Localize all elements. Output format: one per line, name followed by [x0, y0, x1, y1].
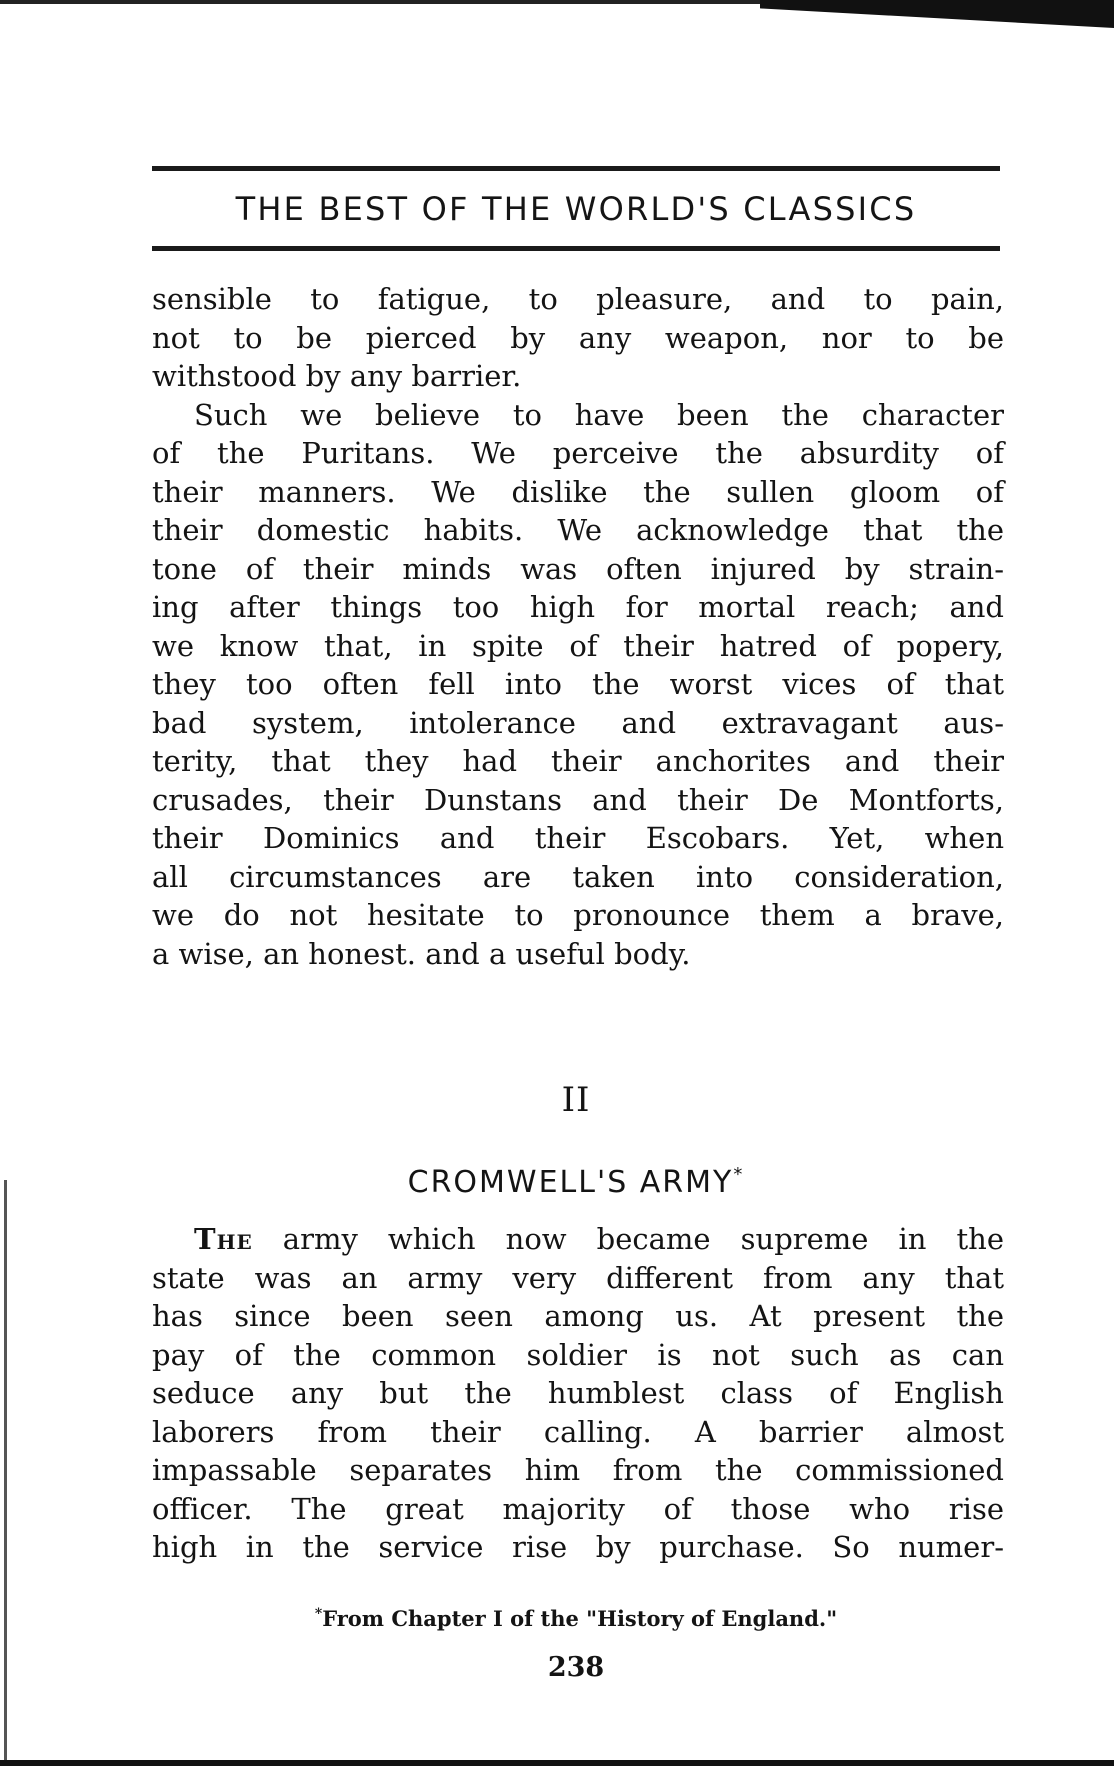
text-line: Such we believe to have been the character: [194, 397, 1004, 432]
footnote-mark: *: [314, 1606, 323, 1622]
text-line: crusades, their Dunstans and their De Montforts,: [152, 782, 1004, 817]
text-line: laborers from their calling. A barrier almost: [152, 1414, 1004, 1449]
body-text-top: [152, 280, 1004, 973]
text-line: [152, 1220, 1004, 1259]
footnote: [152, 1606, 1000, 1631]
text-line: seduce any but the humblest class of English: [152, 1376, 1004, 1410]
text-line-rest: army which now became supreme in the: [252, 1222, 1004, 1256]
text-line: has since been seen among us. At present the: [152, 1299, 1004, 1333]
text-line: tone of their minds was often injured by strain-: [152, 551, 1004, 586]
page-number: 238: [547, 1652, 605, 1683]
text-line: their manners. We dislike the sullen gloom of: [152, 474, 1004, 509]
chapter-title: CROMWELL'S ARMY: [407, 1165, 734, 1200]
text-line: we know that, in spite of their hatred of popery,: [152, 628, 1004, 663]
text-line: bad system, intolerance and extravagant aus-: [152, 705, 1004, 740]
footnote-text: From Chapter I of the "History of England.": [322, 1606, 838, 1631]
text-line: terity, that they had their anchorites and their: [152, 744, 1004, 778]
drop-word: The: [194, 1222, 253, 1256]
text-line: impassable separates him from the commissioned: [152, 1453, 1004, 1487]
text-line: not to be pierced by any weapon, nor to be: [152, 320, 1004, 355]
text-line: their domestic habits. We acknowledge that the: [152, 513, 1004, 547]
text-line: officer. The great majority of those who rise: [152, 1491, 1004, 1526]
chapter-heading: [152, 1164, 1000, 1200]
text-line: a wise, an honest. and a useful body.: [152, 936, 691, 971]
text-line: their Dominics and their Escobars. Yet, when: [152, 821, 1004, 855]
text-line: they too often fell into the worst vices of that: [152, 667, 1004, 701]
text-line: sensible to fatigue, to pleasure, and to pain,: [152, 282, 1004, 316]
running-head: THE BEST OF THE WORLD'S CLASSICS: [235, 190, 917, 228]
body-text-bottom: [152, 1220, 1004, 1567]
scan-edge-left: [4, 1180, 7, 1760]
text-line: of the Puritans. We perceive the absurdity of: [152, 436, 1004, 470]
text-line: we do not hesitate to pronounce them a brave,: [152, 898, 1004, 932]
header-rule-bottom: [152, 246, 1000, 251]
text-line: all circumstances are taken into consideration,: [152, 859, 1004, 894]
text-line: state was an army very different from any that: [152, 1260, 1004, 1295]
header-rule-top: [152, 166, 1000, 171]
scan-edge-bottom: [0, 1760, 1114, 1766]
scan-shadow-corner: [760, 0, 1114, 28]
text-line: pay of the common soldier is not such as can: [152, 1337, 1004, 1372]
text-line: high in the service rise by purchase. So numer-: [152, 1530, 1004, 1564]
text-line: ing after things too high for mortal reach; and: [152, 590, 1004, 624]
text-line: withstood by any barrier.: [152, 359, 522, 393]
footnote-marker: *: [733, 1164, 745, 1185]
chapter-number: II: [561, 1080, 591, 1120]
